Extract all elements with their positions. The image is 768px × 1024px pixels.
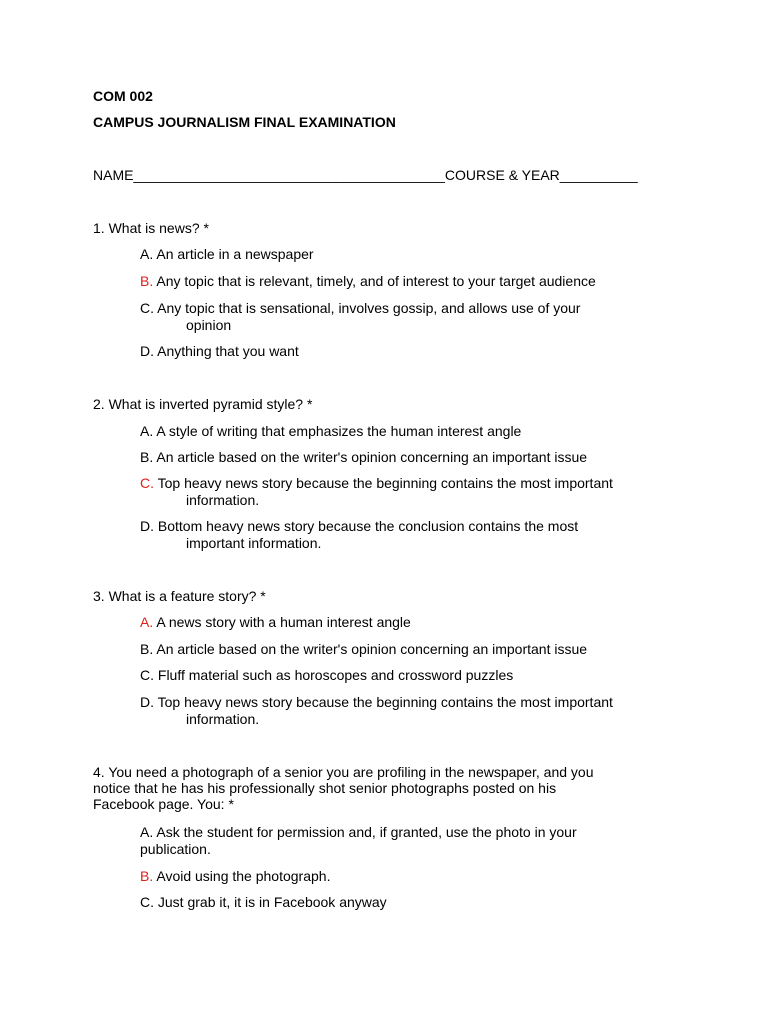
option-text-continued: information. bbox=[186, 492, 260, 508]
question-2-option-b[interactable] bbox=[140, 449, 680, 466]
question-1-option-d[interactable] bbox=[140, 343, 680, 360]
question-1-prompt: 1. What is news? * bbox=[93, 220, 209, 236]
option-text: An article based on the writer's opinion concerning an important issue bbox=[156, 641, 588, 657]
option-text: Any topic that is sensational, involves gossip, and allows use of your bbox=[157, 300, 581, 316]
option-letter-answer: C. bbox=[140, 475, 154, 491]
option-text: Avoid using the photograph. bbox=[156, 868, 331, 884]
question-4-option-c[interactable] bbox=[140, 894, 680, 911]
option-letter: D. bbox=[140, 343, 154, 359]
option-text: Just grab it, it is in Facebook anyway bbox=[157, 894, 387, 910]
question-4-prompt-line-1: 4. You need a photograph of a senior you are profiling in the newspaper, and you bbox=[93, 764, 594, 780]
option-letter: C. bbox=[140, 894, 154, 910]
question-3-option-a[interactable] bbox=[140, 614, 680, 631]
option-text-continued: information. bbox=[186, 711, 260, 727]
option-letter: D. bbox=[140, 518, 154, 534]
option-text: Ask the student for permission and, if granted, use the photo in your bbox=[156, 824, 577, 840]
question-4-prompt-line-3: Facebook page. You: * bbox=[93, 796, 234, 812]
option-letter: B. bbox=[140, 449, 154, 465]
question-3-option-b[interactable] bbox=[140, 641, 680, 658]
option-text-continued: important information. bbox=[186, 535, 322, 551]
question-2-prompt: 2. What is inverted pyramid style? * bbox=[93, 396, 313, 412]
option-text: Top heavy news story because the beginning contains the most important bbox=[157, 694, 613, 710]
option-letter: D. bbox=[140, 694, 154, 710]
exam-title: CAMPUS JOURNALISM FINAL EXAMINATION bbox=[93, 114, 396, 130]
option-text: An article based on the writer's opinion concerning an important issue bbox=[156, 449, 588, 465]
option-letter: A. bbox=[140, 246, 154, 262]
option-letter: B. bbox=[140, 641, 154, 657]
option-letter-answer: B. bbox=[140, 868, 154, 884]
option-text: Anything that you want bbox=[157, 343, 299, 359]
question-1-option-a[interactable] bbox=[140, 246, 680, 263]
option-text-continued: publication. bbox=[140, 841, 211, 857]
option-text: Bottom heavy news story because the conclusion contains the most bbox=[157, 518, 579, 534]
option-text: An article in a newspaper bbox=[156, 246, 314, 262]
option-text: A news story with a human interest angle bbox=[156, 614, 411, 630]
question-2-option-c[interactable] bbox=[140, 475, 680, 509]
question-3-prompt: 3. What is a feature story? * bbox=[93, 588, 266, 604]
question-1-option-b[interactable] bbox=[140, 273, 680, 290]
question-4-option-a[interactable] bbox=[140, 824, 680, 858]
course-code: COM 002 bbox=[93, 88, 153, 104]
option-text: Top heavy news story because the beginning contains the most important bbox=[157, 475, 613, 491]
question-2-option-d[interactable] bbox=[140, 518, 680, 552]
question-4-option-b[interactable] bbox=[140, 868, 680, 885]
option-letter: C. bbox=[140, 300, 154, 316]
option-text-continued: opinion bbox=[186, 317, 232, 333]
option-letter-answer: B. bbox=[140, 273, 154, 289]
option-letter-answer: A. bbox=[140, 614, 154, 630]
option-letter: C. bbox=[140, 667, 154, 683]
name-label: NAME bbox=[93, 167, 134, 183]
option-text: A style of writing that emphasizes the human interest angle bbox=[156, 423, 522, 439]
option-letter: A. bbox=[140, 824, 154, 840]
name-course-row bbox=[93, 167, 638, 183]
name-blank[interactable]: ________________________________________ bbox=[133, 167, 445, 183]
question-2-option-a[interactable] bbox=[140, 423, 680, 440]
question-4-prompt-line-2: notice that he has his professionally shot senior photographs posted on his bbox=[93, 780, 557, 796]
question-1-option-c[interactable] bbox=[140, 300, 680, 334]
option-letter: A. bbox=[140, 423, 154, 439]
option-text: Any topic that is relevant, timely, and of interest to your target audience bbox=[156, 273, 596, 289]
course-year-label: COURSE & YEAR bbox=[444, 167, 560, 183]
question-4-prompt bbox=[93, 764, 673, 812]
question-3-option-c[interactable] bbox=[140, 667, 680, 684]
question-3-option-d[interactable] bbox=[140, 694, 680, 728]
option-text: Fluff material such as horoscopes and crossword puzzles bbox=[157, 667, 514, 683]
course-year-blank[interactable]: __________ bbox=[559, 167, 638, 183]
